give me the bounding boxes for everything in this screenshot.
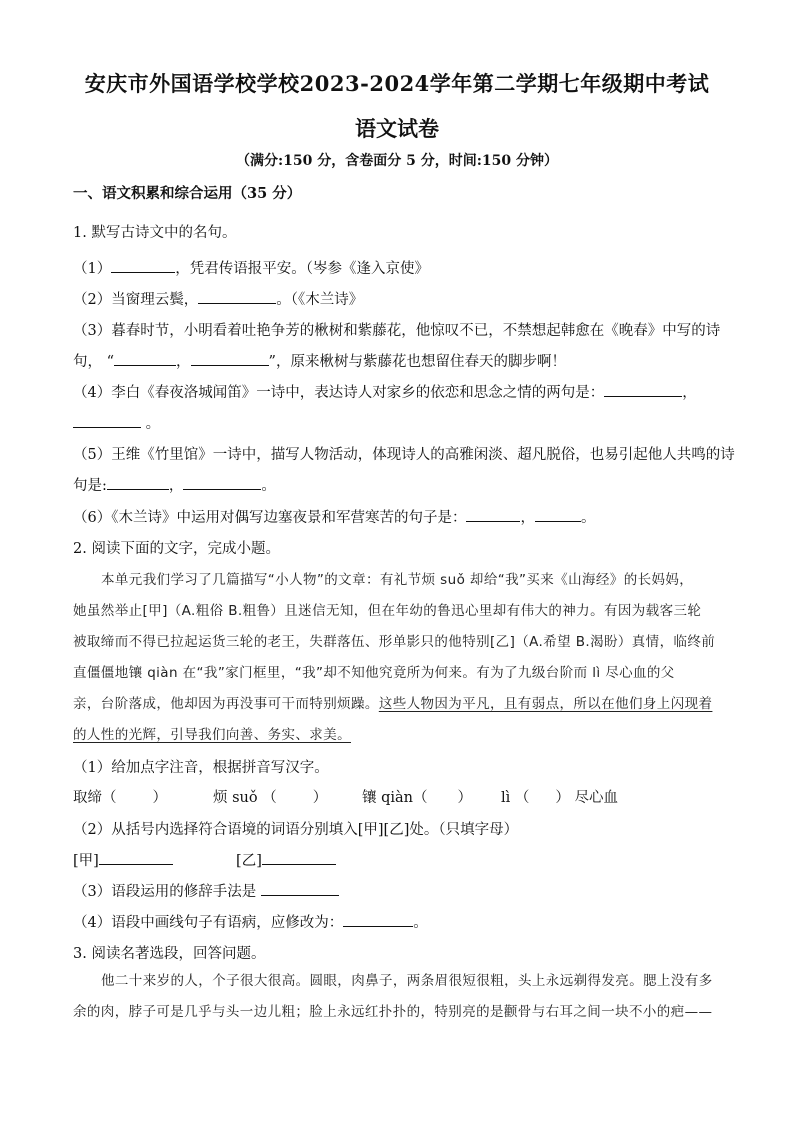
answer-blank[interactable] <box>183 475 261 490</box>
answer-blank[interactable] <box>535 507 581 522</box>
q2-stem: 2. 阅读下面的文字，完成小题。 <box>73 541 280 557</box>
subject-title: 语文试卷 <box>355 116 439 141</box>
q2-sub3-text: （3）语段运用的修辞手法是 <box>73 884 261 900</box>
answer-blank[interactable] <box>262 850 336 865</box>
passage-line: 余的肉，脖子可是几乎与头一边儿粗；脸上永远红扑扑的，特别亮的是颧骨与右耳之间一块不小的疤—— <box>73 1004 713 1020</box>
answer-blank[interactable] <box>191 351 269 366</box>
q1-item-2-pre: （2）当窗理云鬓， <box>73 292 199 308</box>
pinyin-label: 烦 suǒ （ <box>213 790 277 806</box>
q1-item-4-pre: （4）李白《春夜洛城闻笛》一诗中，表达诗人对家乡的依恋和思念之情的两句是： <box>73 385 605 401</box>
answer-blank[interactable] <box>261 881 339 896</box>
q1-item-5-line2 <box>73 474 276 495</box>
q3-passage <box>73 966 721 1028</box>
q1-item-3-post: ”，原来楸树与紫藤花也想留住春天的脚步啊！ <box>268 354 566 370</box>
q1-item-6 <box>73 506 595 527</box>
exam-info: （满分:150 分，含卷面分 5 分，时间:150 分钟） <box>235 153 559 169</box>
pinyin-close: ） <box>457 790 473 806</box>
q2-sub1: （1）给加点字注音，根据拼音写汉字。 <box>73 760 329 776</box>
q2-sub4-text: （4）语段中画线句子有语病，应修改为： <box>73 915 344 931</box>
q1-item-3-pre: 句， “ <box>73 354 115 370</box>
exam-title: 安庆市外国语学校学校2023-2024学年第二学期七年级期中考试 <box>84 71 710 96</box>
q1-item-4-post: ， <box>682 385 697 401</box>
passage-line: 她虽然举止[甲]（A.粗俗 B.粗鲁）且迷信无知，但在年幼的鲁迅心里却有伟大的神力。有因为载客三轮 <box>73 603 702 619</box>
q1-item-2 <box>73 288 363 309</box>
answer-blank[interactable] <box>343 912 413 927</box>
q1-item-3-line1: （3）暮春时节，小明看着吐艳争芳的楸树和紫藤花，他惊叹不已，不禁想起韩愈在《晚春》中写的诗 <box>73 323 721 339</box>
pinyin-close: ） <box>152 790 167 806</box>
q1-item-5-line1: （5）王维《竹里馆》一诗中，描写人物活动，体现诗人的高雅闲淡、超凡脱俗，也易引起他人共鸣的诗 <box>73 447 735 463</box>
q1-stem: 1. 默写古诗文中的名句。 <box>73 225 237 241</box>
underlined-sentence: 这些人物因为平凡，且有弱点，所以在他们身上闪现着 <box>378 696 713 712</box>
answer-blank[interactable] <box>114 351 176 366</box>
fill-jia-label: [甲] <box>73 853 99 869</box>
q1-item-6-pre: （6）《木兰诗》中运用对偶写边塞夜景和军营寒苦的句子是： <box>73 510 467 526</box>
q2-sub3 <box>73 880 339 901</box>
q1-item-3-line2 <box>73 350 566 371</box>
q2-passage <box>73 565 721 751</box>
answer-blank[interactable] <box>604 382 682 397</box>
pinyin-item <box>501 786 618 807</box>
pinyin-item <box>362 786 472 807</box>
q1-item-1-pre: （1） <box>73 261 112 277</box>
q2-sub4-end: 。 <box>413 915 428 931</box>
q1-item-4-end: 。 <box>141 416 161 432</box>
q1-item-4-line1 <box>73 381 697 402</box>
answer-blank[interactable] <box>107 475 169 490</box>
q1-item-3-mid: ， <box>176 354 191 370</box>
passage-line: 他二十来岁的人，个子很大很高。圆眼，肉鼻子，两条眉很短很粗，头上永远剃得发亮。腮上没有多 <box>101 973 713 989</box>
pinyin-close: ） <box>312 790 328 806</box>
q1-item-5-mid: ， <box>168 478 184 494</box>
q1-item-5-pre: 句是: <box>73 478 107 494</box>
q3-stem: 3. 阅读名著选段，回答问题。 <box>73 946 266 962</box>
pinyin-label: 取缔（ <box>73 790 117 806</box>
pinyin-label: 镶 qiàn（ <box>362 790 428 806</box>
section-heading: 一、语文积累和综合运用（35 分） <box>73 185 302 202</box>
pinyin-close: ） 尽心血 <box>555 790 618 806</box>
pinyin-item <box>73 786 167 807</box>
q2-fill-row <box>73 849 336 870</box>
q1-item-5-post: 。 <box>261 478 276 494</box>
passage-line: 被取缔而不得已拉起运货三轮的老王，失群落伍、形单影只的他特别[乙]（A.希望 B.渴盼）真情，临终前 <box>73 634 716 650</box>
passage-line: 本单元我们学习了几篇描写“小人物”的文章：有礼节烦 suǒ 却给“我”买来《山海经》的长妈妈， <box>101 572 694 588</box>
q2-sub2: （2）从括号内选择符合语境的词语分别填入[甲][乙]处。（只填字母） <box>73 822 519 838</box>
q1-item-4-line2 <box>73 412 160 433</box>
passage-line: 直僵僵地镶 qiàn 在“我”家门框里，“我”却不知他究竟所为何来。有为了九级台阶而 lì 尽心血的父 <box>73 665 675 681</box>
q1-item-1 <box>73 257 429 278</box>
answer-blank[interactable] <box>466 507 520 522</box>
q1-item-2-post: 。（《木兰诗》 <box>276 292 364 308</box>
pinyin-label: lì （ <box>501 790 530 806</box>
pinyin-item <box>213 786 327 807</box>
passage-line <box>73 720 721 751</box>
answer-blank[interactable] <box>99 850 173 865</box>
answer-blank[interactable] <box>198 289 276 304</box>
answer-blank[interactable] <box>111 258 175 273</box>
answer-blank[interactable] <box>73 413 141 428</box>
q1-item-6-post: 。 <box>580 510 596 526</box>
underlined-sentence: 的人性的光辉，引导我们向善、务实、求美。 <box>73 727 351 743</box>
q1-item-6-mid: ， <box>520 510 535 526</box>
q1-item-1-post: ，凭君传语报平安。（岑参《逢入京使》 <box>175 261 429 277</box>
passage-line <box>73 689 721 720</box>
fill-yi-label: [乙] <box>236 853 262 869</box>
passage-text: 亲，台阶落成，他却因为再没事可干而特别烦躁。 <box>73 696 379 712</box>
q2-sub4 <box>73 911 428 932</box>
